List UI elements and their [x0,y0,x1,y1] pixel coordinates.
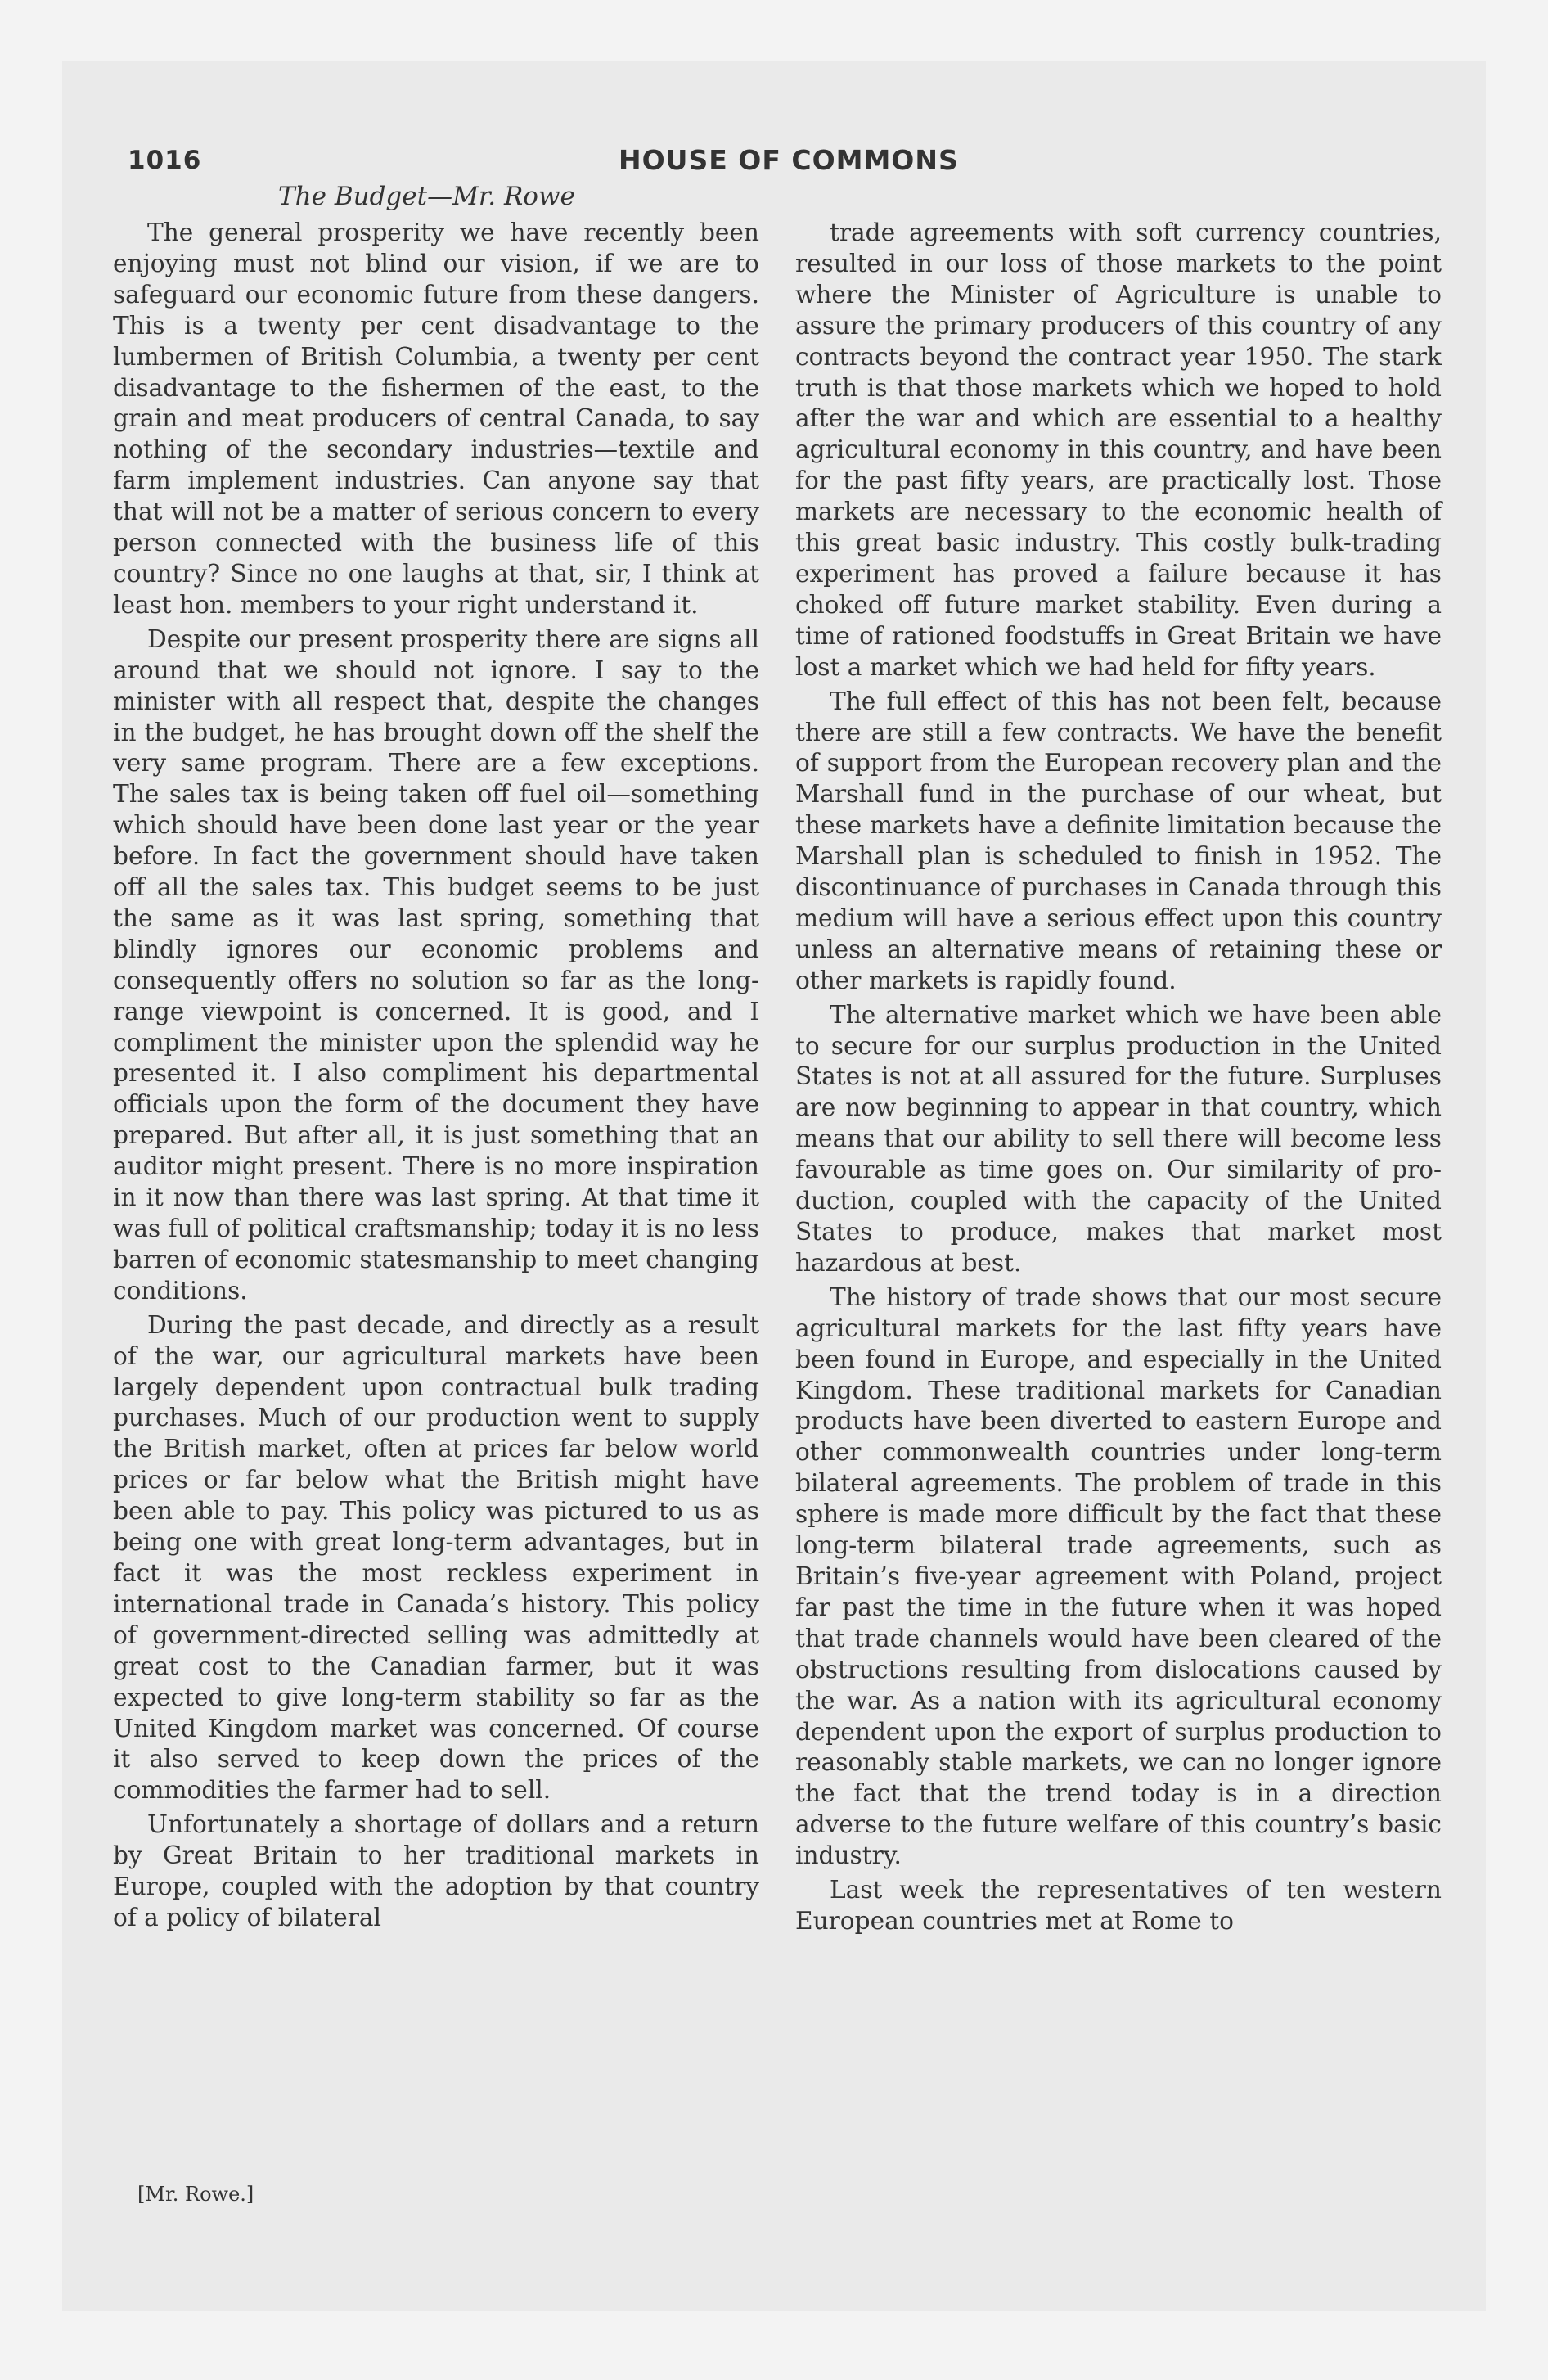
subhead: The Budget—Mr. Rowe [278,182,575,211]
right-column [795,218,1442,1941]
document-page [62,61,1486,2311]
paragraph: The alternative market which we have been able to secure for our surplus production in the United States is not at all assured for the future. Surpluses are now beginning to appear in that country, which means that our ability to sell there will become less favourable as time goes on. Our similarity of production, coupled with the capacity of the United States to produce, makes that market most hazardous at best. [795,1000,1442,1277]
paragraph: Last week the representatives of ten western European countries met at Rome to [795,1876,1442,1935]
running-head: HOUSE OF COMMONS [619,144,959,176]
paragraph: Despite our present prosperity there are signs all around that we should not ignore. I say to the minister with all respect that, despite the changes in the budget, he has brought down off the shelf the very same program. There are a few exceptions. The sales tax is being taken off fuel oil—something which should have been done last year or the year before. In fact the government should have taken off all the sales tax. This budget seems to be just the same as it was last spring, something that blindly ignores our economic problems and consequently offers no solution so far as the long-range viewpoint is concerned. It is good, and I compliment the minister upon the splendid way he presented it. I also compliment his departmental officials upon the form of the document they have prepared. But after all, it is just something that an auditor might present. There is no more inspiration in it now than there was last spring. At that time it was full of political craftsmanship; today it is no less barren of economic statesmanship to meet changing conditions. [113,624,759,1305]
paragraph: The history of trade shows that our most secure agricultural markets for the last fifty years have been found in Europe, and especially in the United Kingdom. These traditional markets for Canadian products have been diverted to eastern Europe and other commonwealth countries under long-term bilateral agreements. The problem of trade in this sphere is made more difficult by the fact that these long-term bilateral trade agreements, such as Britain’s five-year agreement with Poland, project far past the time in the future when it was hoped that trade channels would have been cleared of the obstructions resulting from dislocations caused by the war. As a nation with its agricultural economy dependent upon the export of surplus production to reasonably stable markets, we can no longer ignore the fact that the trend today is in a direction adverse to the future welfare of this country’s basic industry. [795,1282,1442,1870]
paragraph: During the past decade, and directly as a result of the war, our agricultural markets have been largely dependent upon contractual bulk trading purchases. Much of our production went to supply the British market, often at prices far below world prices or far below what the British might have been able to pay. This policy was pictured to us as being one with great long-term advantages, but in fact it was the most reckless experiment in international trade in Canada’s history. This policy of government-directed selling was admittedly at great cost to the Canadian farmer, but it was expected to give long-term stability so far as the United Kingdom market was concerned. Of course it also served to keep down the prices of the commodities the farmer had to sell. [113,1310,759,1805]
paragraph: The general prosperity we have recently been enjoying must not blind our vision, if we are to safeguard our economic future from these dangers. This is a twenty per cent disadvantage to the lumbermen of British Columbia, a twenty per cent disadvantage to the fishermen of the east, to the grain and meat producers of central Canada, to say nothing of the secondary industries—textile and farm implement industries. Can anyone say that that will not be a matter of serious concern to every person connected with the business life of this country? Since no one laughs at that, sir, I think at least hon. members to your right understand it. [113,219,759,619]
speaker-footer-note: [Mr. Rowe.] [137,2183,254,2206]
page-number: 1016 [128,146,202,175]
paragraph: Unfortunately a shortage of dollars and a return by Great Britain to her traditional markets in Europe, coupled with the adoption by that country of a policy of bilateral [113,1810,759,1931]
left-column [113,218,759,1937]
paragraph: The full effect of this has not been felt, because there are still a few contracts. We have the benefit of support from the European recovery plan and the Marshall fund in the purchase of our wheat, but these markets have a definite limitation because the Marshall plan is scheduled to finish in 1952. The discontinuance of purchases in Canada through this medium will have a serious effect upon this country unless an alternative means of retaining these or other markets is rapidly found. [795,687,1442,994]
paragraph: trade agreements with soft currency countries, resulted in our loss of those markets to the point where the Minister of Agriculture is unable to assure the primary producers of this country of any contracts beyond the contract year 1950. The stark truth is that those markets which we hoped to hold after the war and which are essential to a healthy agricultural economy in this country, and have been for the past fifty years, are practically lost. Those markets are necessary to the economic health of this great basic industry. This costly bulk-trading experiment has proved a failure because it has choked off future market stability. Even during a time of rationed foodstuffs in Great Britain we have lost a market which we had held for fifty years. [795,219,1442,681]
